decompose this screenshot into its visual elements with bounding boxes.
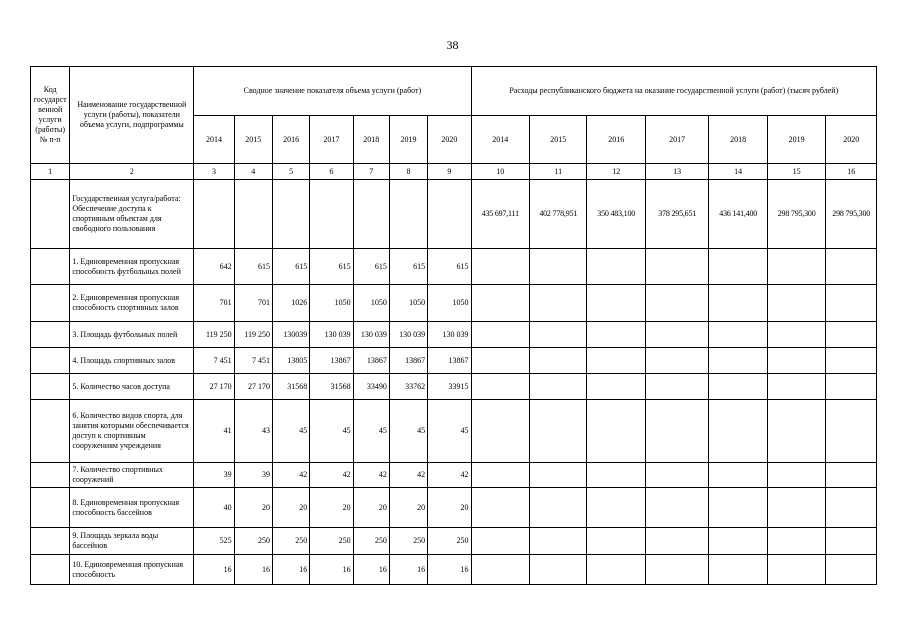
expense-value-cell	[826, 322, 877, 348]
row-name-cell: 1. Единовременная пропускная способность футбольных полей	[70, 249, 194, 285]
row-name-cell: 2. Единовременная пропускная способность спортивных залов	[70, 285, 194, 322]
expense-value-cell	[767, 528, 825, 555]
expense-value-cell	[826, 555, 877, 585]
expense-value-cell	[826, 488, 877, 528]
volume-value-cell: 250	[234, 528, 272, 555]
volume-value-cell: 16	[389, 555, 427, 585]
volume-value-cell: 42	[428, 463, 471, 488]
volume-value-cell: 42	[353, 463, 389, 488]
header-row-numbers	[31, 164, 877, 180]
row-code-cell	[31, 249, 70, 285]
volume-value-cell: 250	[428, 528, 471, 555]
header-expense-year: 2018	[709, 116, 767, 164]
expense-value-cell	[530, 555, 587, 585]
volume-value-cell: 130 039	[353, 322, 389, 348]
column-number: 4	[234, 164, 272, 180]
row-name-cell: 8. Единовременная пропускная способность бассейнов	[70, 488, 194, 528]
volume-value-cell	[428, 180, 471, 249]
volume-value-cell: 615	[272, 249, 309, 285]
volume-value-cell: 615	[389, 249, 427, 285]
header-volume-year: 2017	[310, 116, 353, 164]
expense-value-cell	[645, 528, 709, 555]
expense-value-cell	[645, 249, 709, 285]
expense-value-cell	[530, 249, 587, 285]
expense-value-cell	[767, 322, 825, 348]
volume-value-cell: 615	[353, 249, 389, 285]
expense-value-cell: 402 778,951	[530, 180, 587, 249]
expense-value-cell	[530, 348, 587, 374]
expense-value-cell	[767, 488, 825, 528]
row-name-cell: 6. Количество видов спорта, для занятия которыми обеспечивается доступ к спортивным сооружениям учреждения	[70, 400, 194, 463]
row-code-cell	[31, 348, 70, 374]
volume-value-cell: 250	[389, 528, 427, 555]
expense-value-cell	[709, 348, 767, 374]
volume-value-cell: 7 451	[234, 348, 272, 374]
expense-value-cell: 298 795,300	[826, 180, 877, 249]
volume-value-cell: 13867	[428, 348, 471, 374]
header-expense-group: Расходы республиканского бюджета на оказание государственной услуги (работ) (тысяч рублей)	[471, 67, 876, 116]
expense-value-cell	[530, 528, 587, 555]
expense-value-cell	[709, 322, 767, 348]
volume-value-cell: 41	[194, 400, 234, 463]
volume-value-cell: 33915	[428, 374, 471, 400]
volume-value-cell: 615	[234, 249, 272, 285]
expense-value-cell	[767, 285, 825, 322]
expense-value-cell	[709, 463, 767, 488]
volume-value-cell: 20	[310, 488, 353, 528]
volume-value-cell: 45	[428, 400, 471, 463]
row-code-cell	[31, 322, 70, 348]
header-expense-year: 2016	[587, 116, 645, 164]
header-name: Наименование государственной услуги (работы), показатели объема услуги, подпрограммы	[70, 67, 194, 164]
header-expense-year: 2017	[645, 116, 709, 164]
table-row	[31, 555, 877, 585]
volume-value-cell: 16	[194, 555, 234, 585]
volume-value-cell: 27 170	[194, 374, 234, 400]
expense-value-cell	[471, 322, 529, 348]
expense-value-cell	[645, 322, 709, 348]
expense-value-cell	[709, 488, 767, 528]
volume-value-cell: 119 250	[234, 322, 272, 348]
expense-value-cell: 436 141,400	[709, 180, 767, 249]
volume-value-cell	[310, 180, 353, 249]
row-name-cell: 5. Количество часов доступа	[70, 374, 194, 400]
header-volume-year: 2014	[194, 116, 234, 164]
volume-value-cell: 130039	[272, 322, 309, 348]
expense-value-cell	[587, 488, 645, 528]
expense-value-cell	[826, 400, 877, 463]
volume-value-cell: 119 250	[194, 322, 234, 348]
expense-value-cell	[767, 400, 825, 463]
column-number: 14	[709, 164, 767, 180]
column-number: 6	[310, 164, 353, 180]
expense-value-cell	[767, 374, 825, 400]
expense-value-cell	[587, 374, 645, 400]
volume-value-cell: 615	[310, 249, 353, 285]
page-number: 38	[446, 38, 459, 52]
expense-value-cell	[587, 285, 645, 322]
expense-value-cell	[471, 463, 529, 488]
volume-value-cell: 43	[234, 400, 272, 463]
row-code-cell	[31, 374, 70, 400]
table-row	[31, 528, 877, 555]
expense-value-cell	[587, 348, 645, 374]
header-expense-year: 2020	[826, 116, 877, 164]
volume-value-cell: 130 039	[389, 322, 427, 348]
row-name-cell: 9. Площадь зеркала воды бассейнов	[70, 528, 194, 555]
expense-value-cell	[826, 528, 877, 555]
header-volume-year: 2019	[389, 116, 427, 164]
header-row-groups	[31, 67, 877, 116]
expense-value-cell	[587, 555, 645, 585]
expense-value-cell	[530, 374, 587, 400]
header-volume-group: Сводное значение показателя объема услуги (работ)	[194, 67, 471, 116]
row-name-cell: 3. Площадь футбольных полей	[70, 322, 194, 348]
volume-value-cell: 20	[272, 488, 309, 528]
expense-value-cell	[645, 400, 709, 463]
volume-value-cell: 642	[194, 249, 234, 285]
volume-value-cell: 20	[234, 488, 272, 528]
expense-value-cell	[645, 555, 709, 585]
column-number: 3	[194, 164, 234, 180]
volume-value-cell: 20	[353, 488, 389, 528]
table-row	[31, 400, 877, 463]
expense-value-cell	[471, 374, 529, 400]
expense-value-cell	[826, 285, 877, 322]
volume-value-cell	[389, 180, 427, 249]
table-row	[31, 348, 877, 374]
volume-value-cell: 20	[389, 488, 427, 528]
header-volume-year: 2015	[234, 116, 272, 164]
volume-value-cell: 16	[353, 555, 389, 585]
expense-value-cell: 350 483,100	[587, 180, 645, 249]
expense-value-cell	[767, 463, 825, 488]
volume-value-cell: 42	[389, 463, 427, 488]
table-row	[31, 488, 877, 528]
volume-value-cell: 45	[389, 400, 427, 463]
volume-value-cell: 16	[428, 555, 471, 585]
volume-value-cell: 40	[194, 488, 234, 528]
volume-value-cell: 39	[234, 463, 272, 488]
expense-value-cell	[767, 249, 825, 285]
volume-value-cell	[234, 180, 272, 249]
expense-value-cell	[709, 555, 767, 585]
table-row	[31, 285, 877, 322]
volume-value-cell: 615	[428, 249, 471, 285]
volume-value-cell: 33762	[389, 374, 427, 400]
column-number: 5	[272, 164, 309, 180]
volume-value-cell: 1050	[389, 285, 427, 322]
header-expense-year: 2014	[471, 116, 529, 164]
expense-value-cell	[471, 285, 529, 322]
volume-value-cell	[353, 180, 389, 249]
column-number: 9	[428, 164, 471, 180]
expense-value-cell	[587, 400, 645, 463]
volume-value-cell: 250	[310, 528, 353, 555]
volume-value-cell: 45	[310, 400, 353, 463]
expense-value-cell	[587, 528, 645, 555]
volume-value-cell: 250	[353, 528, 389, 555]
expense-value-cell	[530, 463, 587, 488]
expense-value-cell	[471, 528, 529, 555]
volume-value-cell: 130 039	[310, 322, 353, 348]
volume-value-cell: 13805	[272, 348, 309, 374]
volume-value-cell: 13867	[389, 348, 427, 374]
table-row	[31, 249, 877, 285]
table-body	[31, 67, 877, 585]
expense-value-cell	[826, 348, 877, 374]
expense-value-cell	[471, 348, 529, 374]
expense-value-cell	[587, 463, 645, 488]
expense-value-cell: 378 295,651	[645, 180, 709, 249]
header-volume-year: 2018	[353, 116, 389, 164]
volume-value-cell: 16	[310, 555, 353, 585]
volume-value-cell: 16	[272, 555, 309, 585]
row-code-cell	[31, 180, 70, 249]
volume-value-cell: 45	[353, 400, 389, 463]
volume-value-cell: 7 451	[194, 348, 234, 374]
column-number: 1	[31, 164, 70, 180]
volume-value-cell: 13867	[310, 348, 353, 374]
volume-value-cell: 39	[194, 463, 234, 488]
volume-value-cell: 42	[272, 463, 309, 488]
header-volume-year: 2016	[272, 116, 309, 164]
table-row	[31, 463, 877, 488]
expense-value-cell	[645, 285, 709, 322]
volume-value-cell: 45	[272, 400, 309, 463]
volume-value-cell: 20	[428, 488, 471, 528]
column-number: 13	[645, 164, 709, 180]
volume-value-cell: 31568	[272, 374, 309, 400]
expense-value-cell	[471, 488, 529, 528]
expense-value-cell	[530, 285, 587, 322]
column-number: 11	[530, 164, 587, 180]
expense-value-cell	[709, 374, 767, 400]
table-row	[31, 374, 877, 400]
column-number: 10	[471, 164, 529, 180]
expense-value-cell	[645, 374, 709, 400]
expense-value-cell	[645, 463, 709, 488]
expense-value-cell	[530, 400, 587, 463]
expense-value-cell	[826, 463, 877, 488]
volume-value-cell: 16	[234, 555, 272, 585]
expense-value-cell	[709, 249, 767, 285]
volume-value-cell: 33490	[353, 374, 389, 400]
expense-value-cell	[530, 488, 587, 528]
column-number: 7	[353, 164, 389, 180]
volume-value-cell: 525	[194, 528, 234, 555]
row-code-cell	[31, 528, 70, 555]
volume-value-cell: 701	[194, 285, 234, 322]
volume-value-cell	[272, 180, 309, 249]
row-code-cell	[31, 555, 70, 585]
expense-value-cell	[530, 322, 587, 348]
volume-value-cell: 1026	[272, 285, 309, 322]
column-number: 8	[389, 164, 427, 180]
volume-value-cell: 31568	[310, 374, 353, 400]
expense-value-cell: 298 795,300	[767, 180, 825, 249]
row-name-cell: Государственная услуга/работа: Обеспечение доступа к спортивным объектам для свободного пользования	[70, 180, 194, 249]
expense-value-cell	[587, 322, 645, 348]
volume-value-cell: 1050	[310, 285, 353, 322]
expense-value-cell: 435 697,111	[471, 180, 529, 249]
expense-value-cell	[709, 528, 767, 555]
column-number: 12	[587, 164, 645, 180]
column-number: 16	[826, 164, 877, 180]
expense-value-cell	[709, 285, 767, 322]
expense-value-cell	[826, 374, 877, 400]
row-name-cell: 7. Количество спортивных сооружений	[70, 463, 194, 488]
volume-value-cell: 42	[310, 463, 353, 488]
expense-value-cell	[767, 555, 825, 585]
column-number: 2	[70, 164, 194, 180]
volume-value-cell: 701	[234, 285, 272, 322]
row-code-cell	[31, 463, 70, 488]
volume-value-cell: 27 170	[234, 374, 272, 400]
row-code-cell	[31, 285, 70, 322]
expense-value-cell	[709, 400, 767, 463]
expense-value-cell	[767, 348, 825, 374]
row-name-cell: 4. Площадь спортивных залов	[70, 348, 194, 374]
table-row	[31, 180, 877, 249]
expense-value-cell	[587, 249, 645, 285]
volume-value-cell	[194, 180, 234, 249]
column-number: 15	[767, 164, 825, 180]
volume-value-cell: 250	[272, 528, 309, 555]
header-volume-year: 2020	[428, 116, 471, 164]
expense-value-cell	[645, 488, 709, 528]
expense-value-cell	[471, 400, 529, 463]
expense-value-cell	[471, 555, 529, 585]
row-code-cell	[31, 400, 70, 463]
table-row	[31, 322, 877, 348]
volume-value-cell: 130 039	[428, 322, 471, 348]
header-expense-year: 2015	[530, 116, 587, 164]
expense-value-cell	[645, 348, 709, 374]
volume-value-cell: 13867	[353, 348, 389, 374]
row-name-cell: 10. Единовременная пропускная способность	[70, 555, 194, 585]
expense-value-cell	[471, 249, 529, 285]
volume-value-cell: 1050	[428, 285, 471, 322]
row-code-cell	[31, 488, 70, 528]
volume-value-cell: 1050	[353, 285, 389, 322]
services-table	[30, 66, 877, 585]
header-code: Код государст венной услуги (работы) № п-п	[31, 67, 70, 164]
expense-value-cell	[826, 249, 877, 285]
header-expense-year: 2019	[767, 116, 825, 164]
